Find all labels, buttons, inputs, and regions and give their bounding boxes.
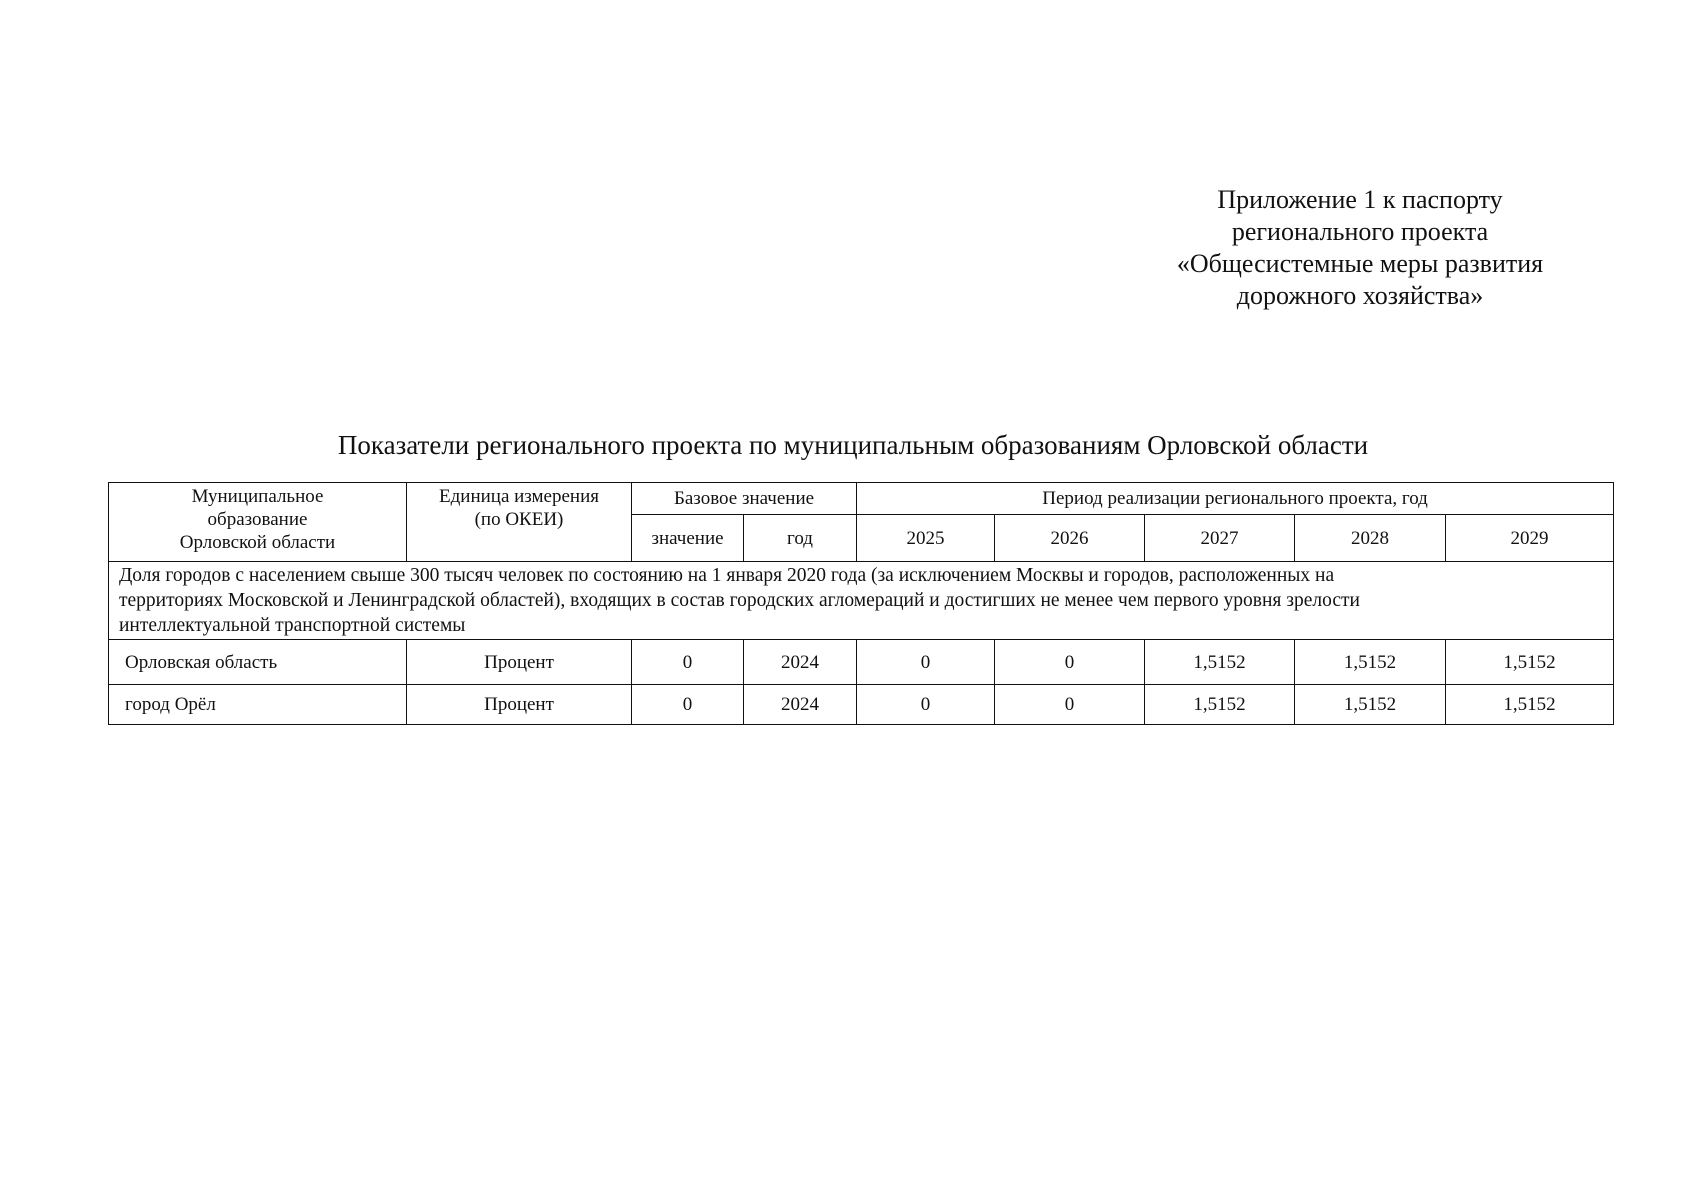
appendix-line: дорожного хозяйства»: [1236, 281, 1484, 310]
header-unit-line: (по ОКЕИ): [474, 509, 564, 530]
cell-year-2028: 1,5152: [1295, 640, 1446, 685]
cell-base-year: 2024: [744, 685, 857, 725]
indicator-line: территориях Московской и Ленинградской областей), входящих в состав городских агломераций и достигших не менее чем первого уровня зрелости: [119, 590, 1360, 611]
table-row: [109, 640, 1614, 685]
cell-year-2026: 0: [995, 685, 1145, 725]
indicator-line: интеллектуальной транспортной системы: [119, 615, 466, 636]
header-municipality: [109, 483, 407, 562]
header-municipality-line: Орловской области: [179, 532, 336, 553]
header-period: Период реализации регионального проекта, год: [857, 483, 1614, 515]
indicator-row: [109, 562, 1614, 640]
header-year-2026: 2026: [995, 515, 1145, 562]
header-base-value: значение: [632, 515, 744, 562]
cell-municipality: город Орёл: [109, 685, 407, 725]
indicators-table: [108, 482, 1614, 725]
header-row: [109, 483, 1614, 515]
cell-municipality: Орловская область: [109, 640, 407, 685]
header-municipality-line: образование: [207, 509, 308, 530]
cell-base-value: 0: [632, 640, 744, 685]
cell-year-2026: 0: [995, 640, 1145, 685]
indicator-description: [109, 562, 1614, 640]
appendix-line: Приложение 1 к паспорту: [1217, 185, 1503, 214]
header-unit: [407, 483, 632, 562]
header-municipality-line: Муниципальное: [191, 486, 324, 507]
appendix-line: «Общесистемные меры развития: [1176, 249, 1544, 278]
cell-unit: Процент: [407, 685, 632, 725]
cell-unit: Процент: [407, 640, 632, 685]
header-year-2029: 2029: [1446, 515, 1614, 562]
header-year-2027: 2027: [1145, 515, 1295, 562]
cell-year-2028: 1,5152: [1295, 685, 1446, 725]
cell-year-2029: 1,5152: [1446, 685, 1614, 725]
cell-year-2025: 0: [857, 685, 995, 725]
header-year-2028: 2028: [1295, 515, 1446, 562]
header-base: Базовое значение: [632, 483, 857, 515]
document-title: Показатели регионального проекта по муниципальным образованиям Орловской области: [337, 430, 1369, 460]
cell-year-2029: 1,5152: [1446, 640, 1614, 685]
indicator-line: Доля городов с населением свыше 300 тысяч человек по состоянию на 1 января 2020 года (за исключением Москвы и городов, расположенных на: [119, 565, 1335, 586]
table-row: [109, 685, 1614, 725]
header-year-2025: 2025: [857, 515, 995, 562]
cell-year-2027: 1,5152: [1145, 640, 1295, 685]
cell-year-2025: 0: [857, 640, 995, 685]
cell-base-year: 2024: [744, 640, 857, 685]
appendix-note: [1140, 184, 1580, 312]
cell-base-value: 0: [632, 685, 744, 725]
appendix-line: регионального проекта: [1231, 217, 1489, 246]
header-base-year: год: [744, 515, 857, 562]
cell-year-2027: 1,5152: [1145, 685, 1295, 725]
header-unit-line: Единица измерения: [439, 486, 599, 507]
